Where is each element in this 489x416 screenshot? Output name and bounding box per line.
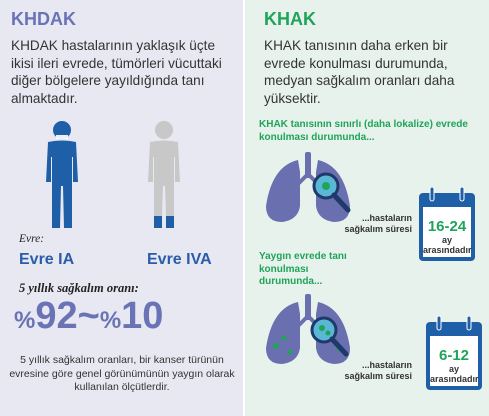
person-blue-icon [40, 120, 84, 228]
extensive-stage-label: Yaygın evrede tanı konulması durumunda... [259, 251, 347, 287]
stage-iva-label: Evre IVA [147, 251, 212, 268]
person-gray-icon [142, 120, 186, 228]
panel-divider [243, 0, 245, 416]
khdak-description: KHDAK hastalarının yaklaşık üçte ikisi ileri evrede, tümörleri vücuttaki diğer bölgelere yayıldığında tanı almaktadır. [11, 38, 222, 106]
survival-rate-label: 5 yıllık sağkalım oranı: [19, 281, 139, 295]
limited-range-value: 16-24 [427, 218, 467, 235]
extensive-survival-label: ...hastaların sağkalım süresi [344, 360, 412, 381]
survival-note: 5 yıllık sağkalım oranları, bir kanser türünün evresine göre genel görünümünün yaygın olarak kullanılan ölçütlerdir. [9, 354, 235, 393]
survival-iva-value: 10 [121, 295, 164, 337]
stage-ia-label: Evre IA [19, 251, 75, 268]
extensive-range-value: 6-12 [438, 347, 470, 364]
limited-survival-label: ...hastaların sağkalım süresi [344, 213, 412, 234]
survival-ia-value: 92 [35, 295, 78, 337]
percent-sign: % [99, 307, 122, 334]
khdak-title: KHDAK [11, 9, 76, 29]
limited-stage-label: KHAK tanısının sınırlı (daha lokalize) evrede konulması durumunda... [259, 119, 468, 143]
lungs-extensive-icon [262, 294, 354, 370]
percent-sign: % [14, 307, 36, 334]
limited-range-unit: ay arasındadır [423, 235, 472, 255]
extensive-range-unit: ay arasındadır [430, 364, 479, 384]
tilde-separator: ~ [77, 295, 100, 337]
khak-description: KHAK tanısının daha erken bir evrede konulması durumunda, medyan sağkalım oranları daha yüksektir. [264, 38, 455, 106]
stage-label: Evre: [19, 233, 45, 245]
survival-rate-range [14, 295, 163, 338]
khak-title: KHAK [264, 9, 316, 29]
